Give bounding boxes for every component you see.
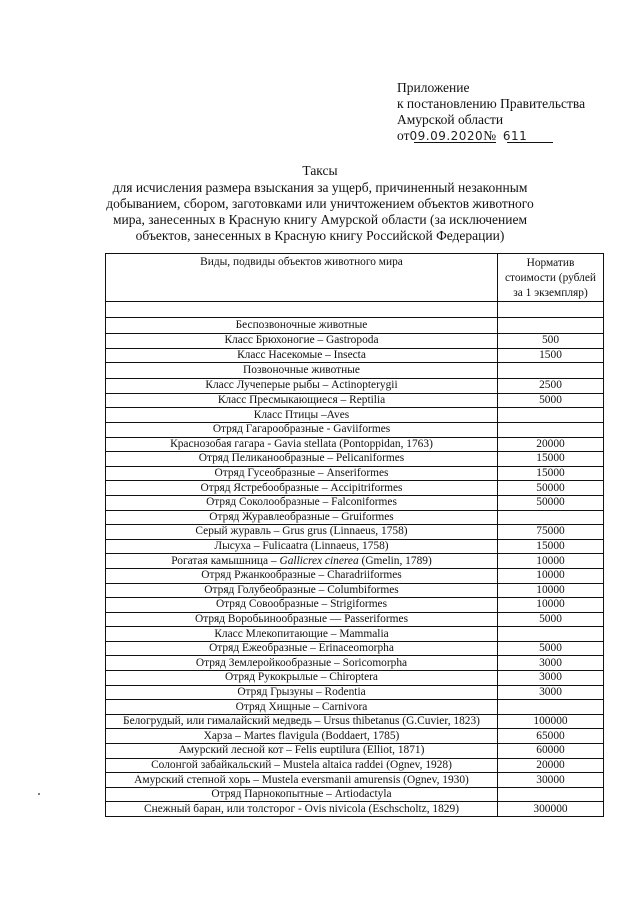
table-row bbox=[106, 539, 604, 554]
table-row bbox=[106, 773, 604, 788]
table-row bbox=[106, 671, 604, 686]
species-name: Отряд Голубеобразные – Columbiformes bbox=[204, 583, 399, 596]
norm-value-cell: 15000 bbox=[498, 466, 604, 481]
species-cell bbox=[106, 758, 498, 773]
species-name: Серый журавль – Grus grus (Linnaeus, 1758) bbox=[195, 525, 408, 538]
tariff-table bbox=[105, 253, 604, 817]
table-row bbox=[106, 379, 604, 394]
norm-value-cell bbox=[498, 627, 604, 642]
table-row bbox=[106, 348, 604, 363]
table-row bbox=[106, 408, 604, 423]
title-line-2: добыванием, сбором, заготовками или уничтожением объектов животного bbox=[106, 196, 534, 211]
species-cell bbox=[106, 612, 498, 627]
species-cell bbox=[106, 685, 498, 700]
norm-value-cell: 5000 bbox=[498, 393, 604, 408]
species-cell bbox=[106, 539, 498, 554]
table-row bbox=[106, 758, 604, 773]
species-name: Отряд Ежеобразные – Erinaceomorpha bbox=[209, 642, 394, 655]
table-row bbox=[106, 318, 604, 334]
table-row bbox=[106, 510, 604, 525]
appendix-line-3: Амурской области bbox=[397, 112, 504, 127]
norm-value-cell: 15000 bbox=[498, 452, 604, 467]
appendix-date-line bbox=[397, 128, 585, 144]
norm-value-cell: 500 bbox=[498, 334, 604, 349]
table-row bbox=[106, 495, 604, 510]
species-cell bbox=[106, 714, 498, 729]
norm-value-cell: 15000 bbox=[498, 539, 604, 554]
species-name: Отряд Ястребообразные – Accipitriformes bbox=[200, 481, 403, 494]
table-row bbox=[106, 554, 604, 569]
species-name: Беспозвоночные животные bbox=[235, 319, 368, 331]
table-row bbox=[106, 627, 604, 642]
table-row bbox=[106, 363, 604, 379]
species-name: Отряд Парнокопытные – Artiodactyla bbox=[211, 788, 392, 801]
species-cell bbox=[106, 641, 498, 656]
table-header-row bbox=[106, 254, 604, 302]
species-cell bbox=[106, 422, 498, 437]
table-row bbox=[106, 422, 604, 437]
norm-value-cell: 1500 bbox=[498, 348, 604, 363]
norm-value-cell: 20000 bbox=[498, 437, 604, 452]
species-name: Позвоночные животные bbox=[243, 364, 360, 377]
norm-value-cell: 3000 bbox=[498, 685, 604, 700]
species-name: Белогрудый, или гималайский медведь – Ursus thibetanus (G.Cuvier, 1823) bbox=[123, 715, 480, 728]
header-norm-line-1: Норматив bbox=[526, 257, 575, 269]
table-row bbox=[106, 656, 604, 671]
species-cell bbox=[106, 437, 498, 452]
norm-value-cell: 5000 bbox=[498, 641, 604, 656]
species-name: Отряд Грызуны – Rodentia bbox=[237, 685, 366, 698]
norm-value-cell: 50000 bbox=[498, 495, 604, 510]
table-row bbox=[106, 466, 604, 481]
species-name: Отряд Воробьинообразные — Passeriformes bbox=[194, 612, 408, 625]
species-cell bbox=[106, 773, 498, 788]
number-underline bbox=[507, 142, 553, 143]
scan-speck bbox=[38, 793, 40, 795]
table-row bbox=[106, 393, 604, 408]
species-name: Снежный баран, или толсторог - Ovis nivicola (Eschscholtz, 1829) bbox=[144, 802, 459, 815]
norm-value-cell bbox=[498, 787, 604, 802]
species-cell bbox=[106, 348, 498, 363]
norm-value-cell: 75000 bbox=[498, 525, 604, 540]
header-norm-line-3: за 1 экземпляр) bbox=[513, 287, 588, 299]
table-row bbox=[106, 714, 604, 729]
species-name: Отряд Хищные – Carnivora bbox=[235, 700, 368, 713]
species-name: Отряд Пеликанообразные – Pelicaniformes bbox=[198, 452, 405, 465]
table-row bbox=[106, 700, 604, 715]
norm-value-cell: 10000 bbox=[498, 598, 604, 613]
norm-value-cell bbox=[498, 408, 604, 423]
table-row bbox=[106, 744, 604, 759]
species-name: Класс Пресмыкающиеся – Reptilia bbox=[217, 394, 386, 407]
table-row bbox=[106, 729, 604, 744]
norm-value-cell bbox=[498, 318, 604, 334]
table-row bbox=[106, 568, 604, 583]
species-cell bbox=[106, 525, 498, 540]
header-norm bbox=[498, 254, 604, 302]
species-name: Класс Брюхоногие – Gastropoda bbox=[224, 334, 379, 347]
species-name: Отряд Ржанкообразные – Charadriiformes bbox=[201, 569, 402, 582]
species-name: Отряд Землеройкообразные – Soricomorpha bbox=[195, 656, 408, 669]
species-name: Харза – Martes flavigula (Boddaert, 1785) bbox=[203, 729, 400, 742]
norm-value-cell: 2500 bbox=[498, 379, 604, 394]
species-name: Лысуха – Fulicaatra (Linnaeus, 1758) bbox=[214, 540, 389, 553]
date-prefix: от bbox=[397, 128, 410, 143]
title-line-3: мира, занесенных в Красную книгу Амурской области (за исключением bbox=[112, 212, 528, 227]
species-name: Отряд Совообразные – Strigiformes bbox=[215, 598, 388, 611]
species-name: Краснозобая гагара - Gavia stellata (Pontoppidan, 1763) bbox=[170, 437, 433, 450]
appendix-block bbox=[397, 80, 585, 144]
species-name: Класс Млекопитающие – Mammalia bbox=[214, 627, 389, 640]
appendix-line-2: к постановлению Правительства bbox=[397, 96, 586, 111]
species-cell bbox=[106, 510, 498, 525]
table-row bbox=[106, 802, 604, 817]
norm-value-cell bbox=[498, 700, 604, 715]
title-heading: Таксы bbox=[302, 163, 338, 178]
norm-value-cell: 3000 bbox=[498, 656, 604, 671]
norm-value-cell bbox=[498, 363, 604, 379]
norm-value-cell: 300000 bbox=[498, 802, 604, 817]
species-name: Класс Лучеперые рыбы – Actinopterygii bbox=[205, 379, 398, 392]
species-author: (Gmelin, 1789) bbox=[358, 554, 432, 567]
table-row bbox=[106, 612, 604, 627]
species-cell bbox=[106, 802, 498, 817]
species-cell bbox=[106, 744, 498, 759]
norm-value-cell: 50000 bbox=[498, 481, 604, 496]
species-name: Солонгой забайкальский – Mustela altaica raddei (Ognev, 1928) bbox=[151, 758, 452, 771]
norm-value-cell: 100000 bbox=[498, 714, 604, 729]
norm-value-cell: 60000 bbox=[498, 744, 604, 759]
species-cell bbox=[106, 363, 498, 379]
table-row bbox=[106, 525, 604, 540]
species-name: Амурский лесной кот – Felis euptilura (Elliot, 1871) bbox=[178, 744, 425, 757]
species-cell bbox=[106, 656, 498, 671]
header-norm-line-2: стоимости (рублей bbox=[504, 272, 597, 284]
table-row bbox=[106, 302, 604, 318]
species-cell bbox=[106, 568, 498, 583]
norm-value-cell: 65000 bbox=[498, 729, 604, 744]
species-cell bbox=[106, 787, 498, 802]
norm-value-cell: 10000 bbox=[498, 568, 604, 583]
species-cell bbox=[106, 481, 498, 496]
handwritten-number: 611 bbox=[502, 129, 528, 143]
species-latin-italic: Gallicrex cinerea bbox=[279, 554, 359, 567]
norm-value-cell: 30000 bbox=[498, 773, 604, 788]
table-row bbox=[106, 437, 604, 452]
species-cell bbox=[106, 408, 498, 423]
table-row bbox=[106, 452, 604, 467]
appendix-line-1: Приложение bbox=[397, 80, 470, 95]
table-row bbox=[106, 583, 604, 598]
species-cell bbox=[106, 700, 498, 715]
number-sign: № bbox=[483, 128, 497, 143]
document-title bbox=[95, 163, 545, 244]
species-cell bbox=[106, 334, 498, 349]
title-line-4: объектов, занесенных в Красную книгу Российской Федерации) bbox=[135, 228, 505, 243]
species-cell bbox=[106, 302, 498, 318]
species-name: Отряд Рукокрылые – Chiroptera bbox=[225, 671, 378, 684]
table-row bbox=[106, 641, 604, 656]
species-name: Класс Насекомые – Insecta bbox=[237, 348, 366, 361]
handwritten-date: 09.09.2020 bbox=[409, 129, 484, 143]
norm-value-cell: 3000 bbox=[498, 671, 604, 686]
species-cell bbox=[106, 318, 498, 334]
species-cell bbox=[106, 466, 498, 481]
norm-value-cell bbox=[498, 302, 604, 318]
species-cell bbox=[106, 583, 498, 598]
table-row bbox=[106, 787, 604, 802]
norm-value-cell bbox=[498, 422, 604, 437]
species-cell bbox=[106, 729, 498, 744]
tariff-table-wrapper bbox=[105, 253, 603, 817]
header-species: Виды, подвиды объектов животного мира bbox=[106, 254, 498, 302]
norm-value-cell bbox=[498, 510, 604, 525]
table-row bbox=[106, 685, 604, 700]
title-line-1: для исчисления размера взыскания за ущерб, причиненный незаконным bbox=[112, 180, 528, 195]
table-row bbox=[106, 598, 604, 613]
date-underline bbox=[414, 142, 496, 143]
species-name: Отряд Гусеобразные – Anseriformes bbox=[214, 467, 389, 480]
species-cell bbox=[106, 671, 498, 686]
norm-value-cell: 10000 bbox=[498, 583, 604, 598]
species-cell bbox=[106, 627, 498, 642]
species-cell bbox=[106, 452, 498, 467]
species-name: Класс Птицы –Aves bbox=[253, 408, 350, 421]
species-name: Отряд Журавлеобразные – Gruiformes bbox=[209, 510, 394, 523]
table-row bbox=[106, 334, 604, 349]
norm-value-cell: 10000 bbox=[498, 554, 604, 569]
species-cell bbox=[106, 393, 498, 408]
species-name: Амурский степной хорь – Mustela eversmanii amurensis (Ognev, 1930) bbox=[134, 773, 469, 786]
table-row bbox=[106, 481, 604, 496]
species-cell bbox=[106, 495, 498, 510]
species-cell bbox=[106, 554, 498, 569]
species-name: Рогатая камышница – bbox=[171, 554, 280, 567]
species-cell bbox=[106, 379, 498, 394]
species-name: Отряд Гагарообразные - Gaviiformes bbox=[212, 423, 391, 436]
species-name: Отряд Соколообразные – Falconiformes bbox=[206, 496, 397, 509]
norm-value-cell: 20000 bbox=[498, 758, 604, 773]
norm-value-cell: 5000 bbox=[498, 612, 604, 627]
table-body bbox=[106, 302, 604, 817]
species-cell bbox=[106, 598, 498, 613]
